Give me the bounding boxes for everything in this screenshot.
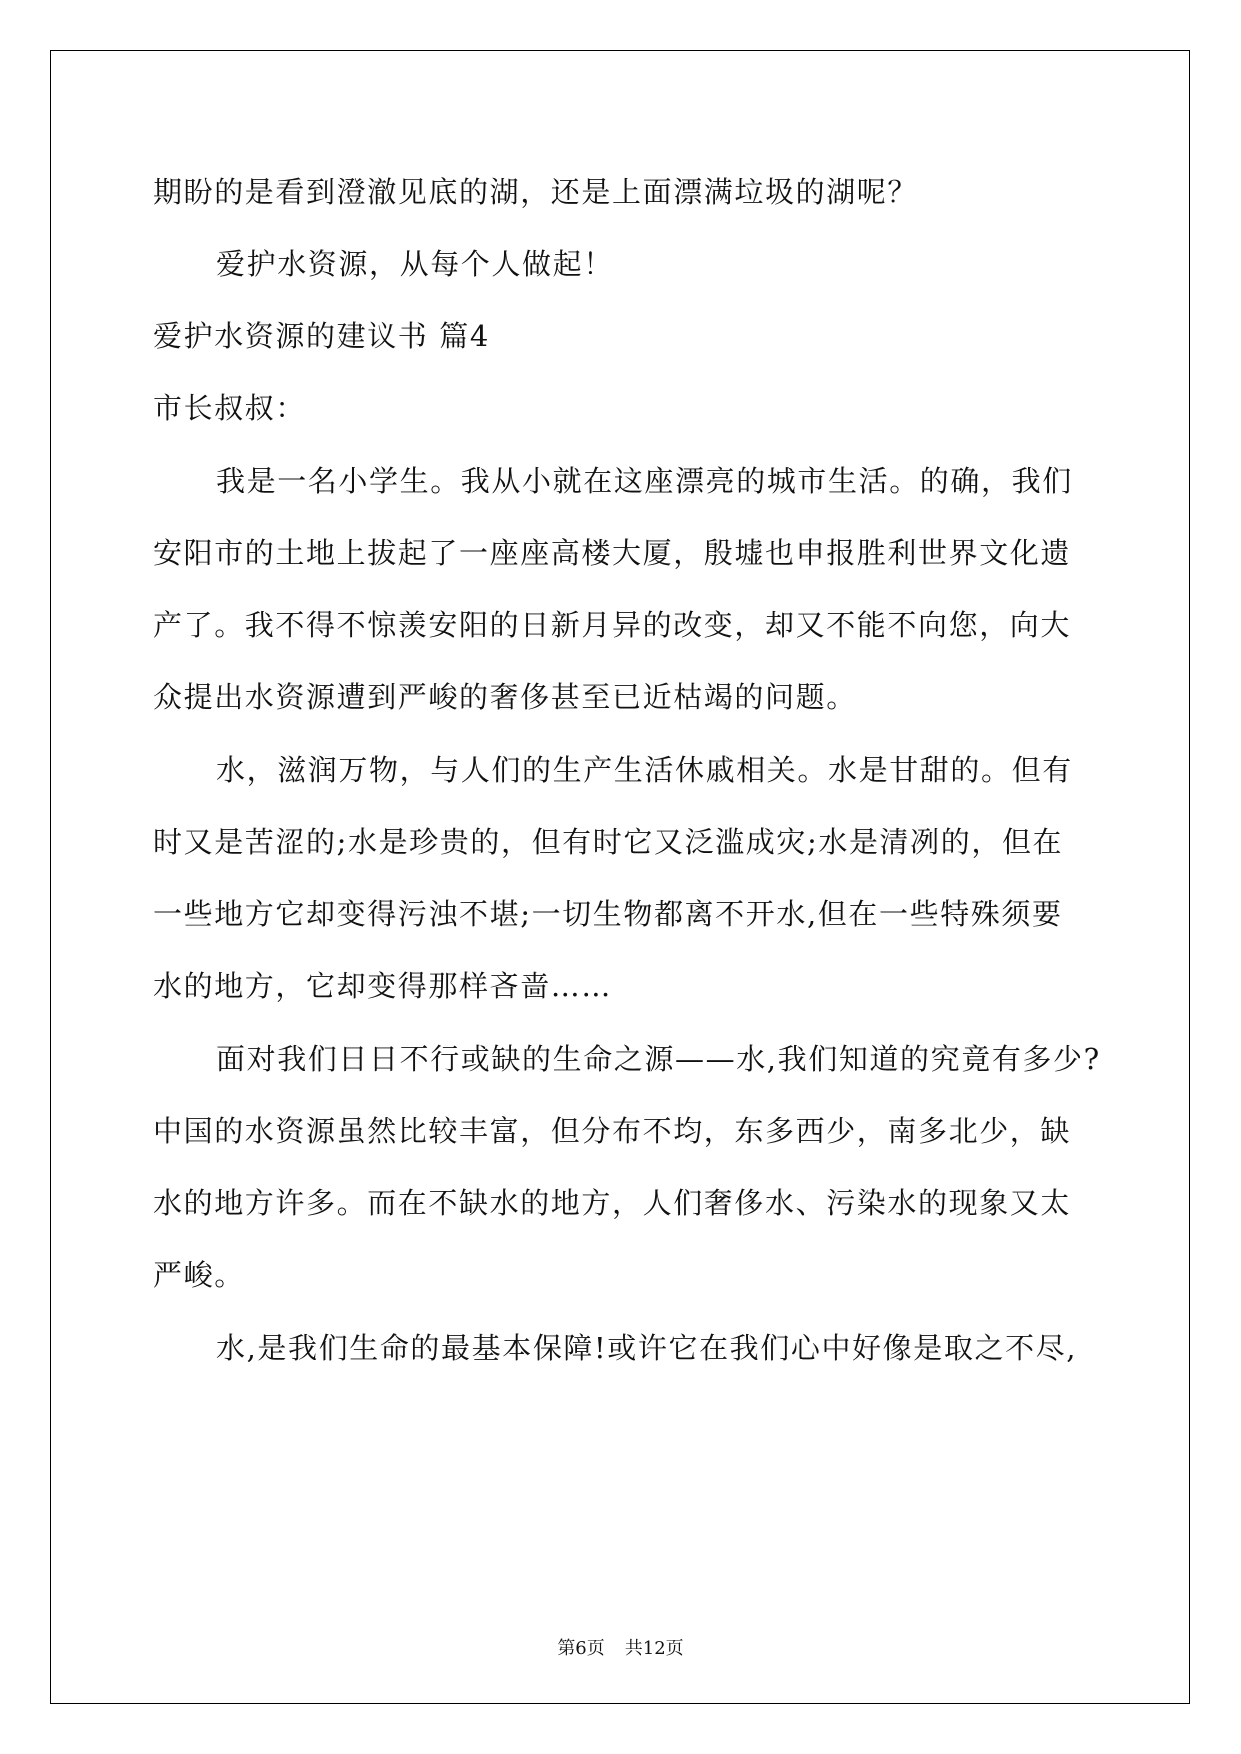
section-heading: 爱护水资源的建议书 篇4 (153, 319, 490, 353)
text-line: 时又是苦涩的;水是珍贵的，但有时它又泛滥成灾;水是清冽的，但在 (153, 825, 1064, 859)
text-line: 众提出水资源遭到严峻的奢侈甚至已近枯竭的问题。 (153, 680, 857, 714)
text-line: 水，滋润万物，与人们的生产生活休戚相关。水是甘甜的。但有 (216, 753, 1073, 787)
page-footer (0, 1634, 1241, 1660)
text-line: 我是一名小学生。我从小就在这座漂亮的城市生活。的确，我们 (216, 464, 1073, 498)
text-line: 安阳市的土地上拔起了一座座高楼大厦，殷墟也申报胜利世界文化遗 (153, 536, 1072, 570)
text-line: 水的地方，它却变得那样吝啬…… (153, 969, 613, 1003)
text-line: 水的地方许多。而在不缺水的地方，人们奢侈水、污染水的现象又太 (153, 1186, 1072, 1220)
text-line: 产了。我不得不惊羡安阳的日新月异的改变，却又不能不向您，向大 (153, 608, 1072, 642)
text-line: 严峻。 (153, 1258, 245, 1292)
text-line: 面对我们日日不行或缺的生命之源——水,我们知道的究竟有多少? (216, 1042, 1101, 1076)
page-total: 共12页 (624, 1638, 684, 1659)
text-line: 期盼的是看到澄澈见底的湖，还是上面漂满垃圾的湖呢？ (153, 175, 919, 209)
text-line: 一些地方它却变得污浊不堪;一切生物都离不开水,但在一些特殊须要 (153, 897, 1063, 931)
page-number: 第6页 (557, 1638, 605, 1659)
text-line: 水,是我们生命的最基本保障!或许它在我们心中好像是取之不尽, (216, 1331, 1078, 1365)
salutation: 市长叔叔： (153, 391, 307, 425)
page-border (50, 50, 1190, 1704)
text-line: 中国的水资源虽然比较丰富，但分布不均，东多西少，南多北少，缺 (153, 1114, 1072, 1148)
closing-slogan: 爱护水资源，从每个人做起！ (216, 247, 614, 281)
